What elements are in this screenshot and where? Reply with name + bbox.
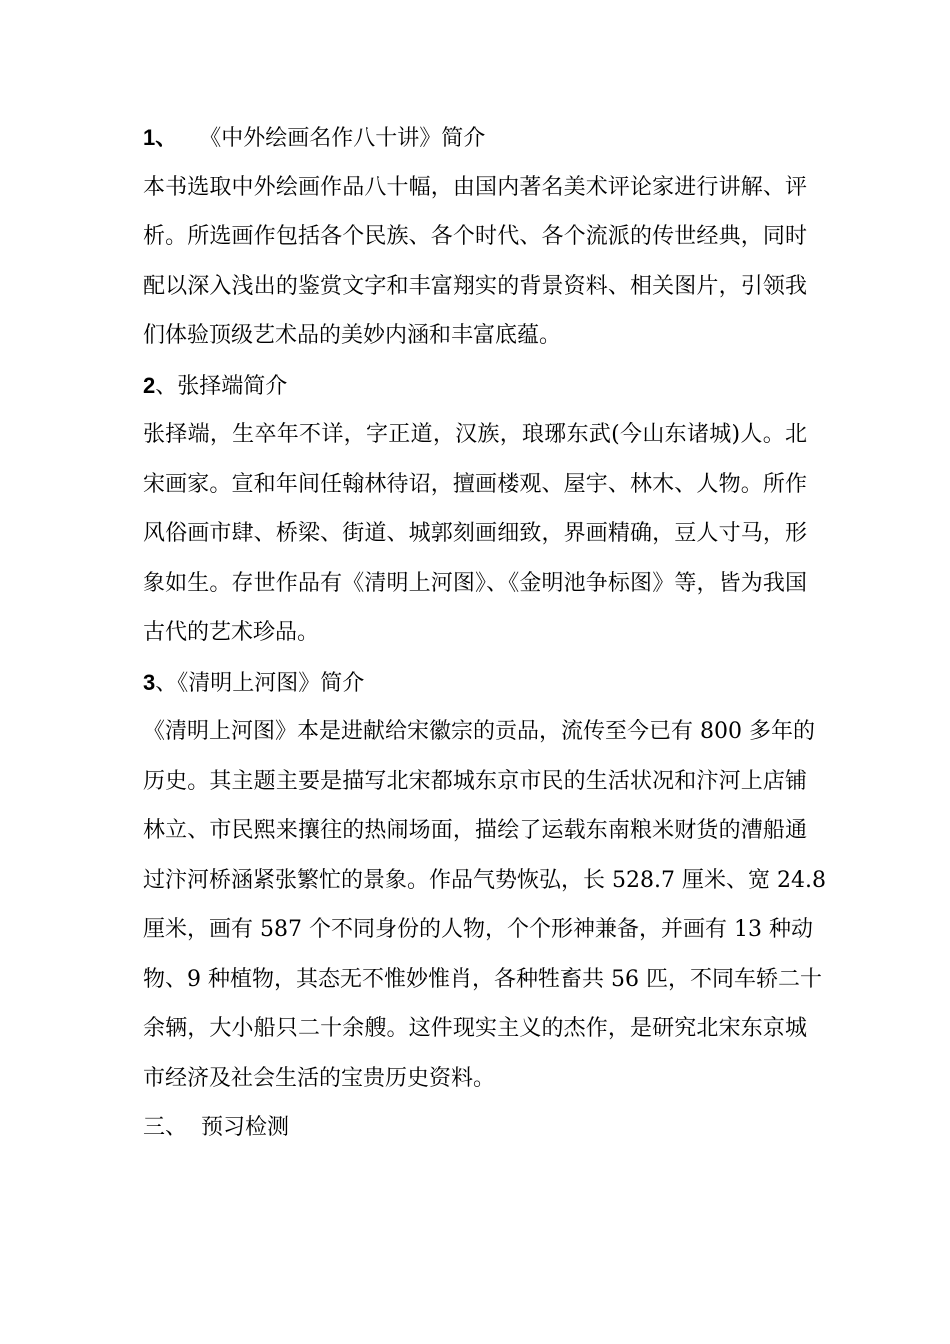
section-2-number: 2 bbox=[143, 372, 156, 398]
section-2-title: 、张择端简介 bbox=[155, 373, 288, 399]
section-3-heading bbox=[143, 658, 807, 708]
section-3-line: 过汴河桥涵紧张繁忙的景象。作品气势恢弘，长 528.7 厘米、宽 24.8 bbox=[143, 867, 826, 893]
section-1-title: 《中外绘画名作八十讲》简介 bbox=[199, 126, 486, 151]
section-1-line: 们体验顶级艺术品的美妙内涵和丰富底蕴。 bbox=[143, 323, 562, 348]
section-1-heading bbox=[143, 113, 807, 163]
section-3-number: 3 bbox=[143, 669, 156, 695]
section-3-line: 林立、市民熙来攘往的热闹场面，描绘了运载东南粮米财货的漕船通 bbox=[143, 818, 807, 843]
section-3-line: 物、9 种植物，其态无不惟妙惟肖，各种牲畜共 56 匹，不同车轿二十 bbox=[143, 966, 822, 992]
section-2-line: 古代的艺术珍品。 bbox=[143, 620, 320, 645]
section-3-line: 历史。其主题主要是描写北宋都城东京市民的生活状况和汴河上店铺 bbox=[143, 768, 807, 794]
final-heading: 三、 预习检测 bbox=[143, 1115, 289, 1140]
section-3-line: 市经济及社会生活的宝贵历史资料。 bbox=[143, 1065, 496, 1091]
section-2-line: 宋画家。宣和年间任翰林待诏，擅画楼观、屋宇、林木、人物。所作 bbox=[143, 471, 807, 497]
section-3-line: 厘米，画有 587 个不同身份的人物，个个形神兼备，并画有 13 种动 bbox=[143, 917, 813, 942]
section-2-line: 风俗画市肆、桥梁、街道、城郭刻画细致，界画精确，豆人寸马，形 bbox=[143, 521, 807, 546]
section-1-number: 1、 bbox=[143, 125, 178, 150]
section-3-line: 余辆，大小船只二十余艘。这件现实主义的杰作，是研究北宋东京城 bbox=[143, 1016, 807, 1041]
section-1-line: 配以深入浅出的鉴赏文字和丰富翔实的背景资料、相关图片，引领我 bbox=[143, 273, 807, 299]
section-2-line: 象如生。存世作品有《清明上河图》、《金明池争标图》等，皆为我国 bbox=[143, 570, 807, 596]
section-3-line: 《清明上河图》本是进献给宋徽宗的贡品，流传至今已有 800 多年的 bbox=[143, 719, 815, 744]
section-2-heading bbox=[143, 361, 807, 411]
section-3-title: 、《清明上河图》简介 bbox=[155, 670, 365, 696]
section-1-line: 本书选取中外绘画作品八十幅，由国内著名美术评论家进行讲解、评 bbox=[143, 174, 807, 200]
section-2-line: 张择端，生卒年不详，字正道，汉族，琅琊东武(今山东诸城)人。北 bbox=[143, 422, 807, 447]
section-1-line: 析。所选画作包括各个民族、各个时代、各个流派的传世经典，同时 bbox=[143, 224, 807, 249]
